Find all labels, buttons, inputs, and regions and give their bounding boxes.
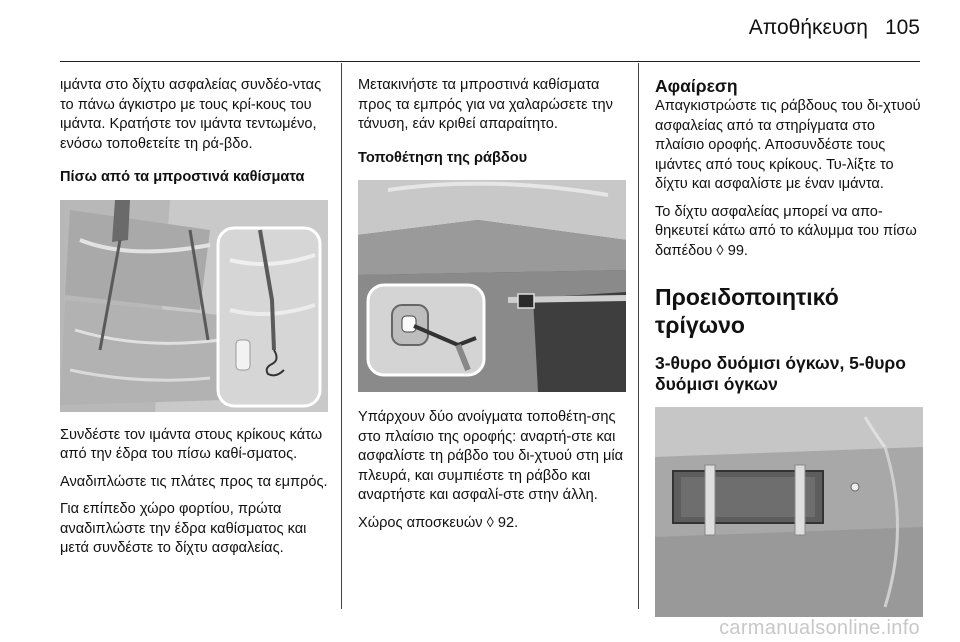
column-1 — [60, 76, 328, 567]
page-header-title: Αποθήκευση — [748, 16, 868, 39]
col2-intro-paragraph: Μετακινήστε τα μπροστινά καθίσματα προς τα εμπρός για να χαλαρώσετε την τάνυση, εάν κριθεί απαραίτητο. — [358, 77, 613, 132]
watermark: carmanualsonline.info — [719, 617, 920, 639]
reference-arrow-icon: ◊ — [486, 514, 494, 531]
bar-installation-figure — [358, 180, 626, 392]
col2-p2-page-ref: 92. — [497, 514, 519, 531]
col3-paragraph-2 — [655, 203, 923, 262]
column-divider-1 — [341, 63, 342, 609]
seat-belt-figure — [60, 200, 328, 412]
warning-triangle-storage-figure — [655, 407, 923, 617]
col1-paragraph-3: Για επίπεδο χώρο φορτίου, πρώτα αναδιπλώστε την έδρα καθίσματος και μετά συνδέστε το δίχτυ ασφαλείας. — [60, 501, 307, 556]
reference-arrow-icon: ◊ — [716, 242, 724, 259]
col1-paragraph-1: Συνδέστε τον ιμάντα στους κρίκους κάτω από την έδρα του πίσω καθί-σματος. — [60, 426, 323, 462]
column-divider-2 — [638, 63, 639, 609]
hatchback-variant-heading: 3-θυρο δυόμισι όγκων, 5-θυρο δυόμισι όγκων — [655, 353, 906, 394]
col3-paragraph-1: Απαγκιστρώστε τις ράβδους του δι-χτυού ασφαλείας από τα στηρίγματα στο πλαίσιο οροφής. Αποσυνδέστε τους ιμάντες από τους κρίκους. Τυ-λίξτε το δίχτυ και ασφαλίστε με έναν ιμάντα. — [655, 98, 921, 192]
col2-paragraph-2 — [358, 514, 626, 534]
removal-heading: Αφαίρεση — [655, 76, 738, 96]
col1-intro-paragraph: ιμάντα στο δίχτυ ασφαλείας συνδέο-ντας το πάνω άγκιστρο με τους κρί-κους του ιμάντα. Κρατήστε τον ιμάντα τεντωμένο, ενόσω τοποθετείτε τη ρά-βδο. — [60, 77, 322, 152]
col2-paragraph-1: Υπάρχουν δύο ανοίγματα τοποθέτη-σης στο πλαίσιο της οροφής: αναρτή-στε και ασφαλίστε τη ράβδο του δι-χτυού στη μία πλευρά, και συμπιέστε τη ράβδο και αναρτήστε και ασφαλί-στε στην άλλη. — [358, 409, 624, 503]
col3-p2-page-ref: 99. — [727, 242, 748, 259]
column-3 — [655, 76, 923, 617]
col2-p2-text: Χώρος αποσκευών — [358, 514, 483, 531]
warning-triangle-heading: Προειδοποιητικό τρίγωνο — [655, 284, 839, 338]
col2-subheading: Τοποθέτηση της ράβδου — [358, 149, 528, 166]
header-rule — [60, 61, 920, 62]
page-number: 105 — [884, 16, 920, 39]
col1-paragraph-2: Αναδιπλώστε τις πλάτες προς τα εμπρός. — [60, 473, 328, 490]
col3-p2-text: Το δίχτυ ασφαλείας μπορεί να απο-θηκευτεί κάτω από το κάλυμμα του πίσω δαπέδου — [655, 203, 917, 259]
col1-subheading: Πίσω από τα μπροστινά καθίσματα — [60, 169, 305, 185]
column-2 — [358, 76, 626, 541]
